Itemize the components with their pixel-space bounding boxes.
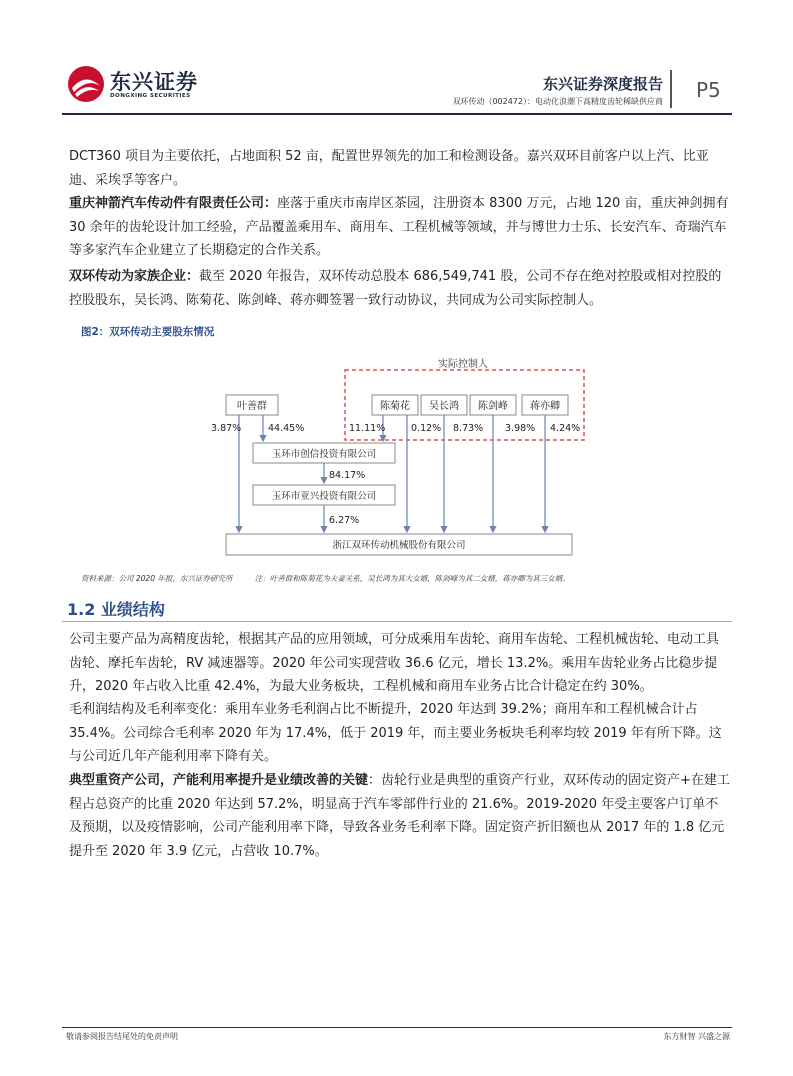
footer-disclaimer: 敬请参阅报告结尾处的免责声明 [66,1032,178,1041]
paragraph-heavy-asset [69,769,731,863]
pct-wu: 0.12% [411,423,442,434]
paragraph-margin: 毛利润结构及毛利率变化：乘用车业务毛利润占比不断提升，2020 年达到 39.2%；商用车和工程机械合计占 35.4%。公司综合毛利率 2020 年为 17.4%，低于 2019 年，而主要业务板块毛利率均较 2019 年有所下降。这与公司近几年产能利用率下降有关。 [69,702,722,764]
paragraph-chongqing [69,192,731,263]
pct-ye-direct: 3.87% [211,423,242,434]
paragraph-jiaxing: DCT360 项目为主要依托，占地面积 52 亩，配置世界领先的加工和检测设备。嘉兴双环目前客户以上汽、比亚迪、采埃孚等客户。 [69,149,709,188]
shareholder-diagram [205,357,605,562]
node-chenjf: 陈剑峰 [478,401,508,412]
paragraph-family-lead: 双环传动为家族企业： [69,269,200,284]
report-type: 东兴证券深度报告 [542,75,663,93]
logo-mark-icon [66,64,106,104]
header-rule [62,113,732,115]
header-divider-vertical [670,70,672,108]
footer-slogan: 东方财智 兴盛之源 [663,1032,730,1041]
paragraph-heavy-asset-lead: 典型重资产公司，产能利用率提升是业绩改善的关键 [69,773,369,788]
logo-name: 东兴证券 [110,70,198,94]
actual-controller-label: 实际控制人 [438,359,488,370]
figure-note: 注：叶善群和陈菊花为夫妻关系，吴长鸿为其大女婿，陈剑峰为其二女婿，蒋亦卿为其三女婿。 [254,574,570,583]
pct-jiang-b: 4.24% [550,423,581,434]
pct-yaxing-company: 6.27% [329,515,360,526]
footer-rule [62,1027,732,1028]
section-rule [62,621,732,622]
logo [66,62,216,110]
node-ye: 叶善群 [237,401,267,412]
paragraph-revenue: 公司主要产品为高精度齿轮，根据其产品的应用领域，可分成乘用车齿轮、商用车齿轮、工程机械齿轮、电动工具齿轮、摩托车齿轮，RV 减速器等。2020 年公司实现营收 36.6 亿元，增长 13.2%。乘用车齿轮业务占比稳步提升，2020 年占收入比重 42.4%，为最大业务板块，工程机械和商用车业务占比合计稳定在约 30%。 [69,632,720,694]
node-wu: 吴长鸿 [429,401,459,412]
paragraph-heavy-asset-body: ：齿轮行业是典型的重资产行业，双环传动的固定资产+在建工程占总资产的比重 2020 年达到 57.2%，明显高于汽车零部件行业的 21.6%。2019-2020 年受主要客户订单不及预期，以及疫情影响，公司产能利用率下降，导致各业务毛利率下降。固定资产折旧额也从 2017 年的 1.8 亿元提升至 2020 年 3.9 亿元，占营收 10.7%。 [69,773,730,859]
paragraph-family-body: 截至 2020 年报告，双环传动总股本 686,549,741 股，公司不存在绝对控股或相对控股的控股股东，吴长鸿、陈菊花、陈剑峰、蒋亦卿签署一致行动协议，共同成为公司实际控制人。 [69,269,722,308]
paragraph-family [69,265,731,312]
page-number: P5 [696,78,721,102]
section-title: 1.2 业绩结构 [67,600,165,619]
node-chenjh: 陈菊花 [380,401,410,412]
figure-title: 图2：双环传动主要股东情况 [81,326,215,338]
figure-source [81,573,570,584]
report-subtitle: 双环传动（002472）：电动化浪潮下高精度齿轮稀缺供应商 [452,97,663,106]
pct-chuangxin-yaxing: 84.17% [329,470,366,481]
node-yaxing: 玉环市亚兴投资有限公司 [271,491,377,502]
node-company: 浙江双环传动机械股份有限公司 [332,540,466,551]
pct-jiang-a: 3.98% [505,423,536,434]
logo-english: DONGXING SECURITIES [110,93,191,99]
node-chuangxin: 玉环市创信投资有限公司 [271,449,377,460]
pct-ye-chuangxin: 44.45% [268,423,305,434]
paragraph-chongqing-body: 座落于重庆市南岸区茶园，注册资本 8300 万元，占地 120 亩，重庆神剑拥有 30 余年的齿轮设计加工经验，产品覆盖乘用车、商用车、工程机械等领域，并与博世力士乐、长安汽车、奇瑞汽车等多家汽车企业建立了长期稳定的合作关系。 [69,196,729,258]
figure-source-text: 资料来源：公司 2020 年报，东兴证券研究所 [81,574,233,583]
pct-chenjf: 8.73% [453,423,484,434]
node-jiang: 蒋亦卿 [530,401,560,412]
paragraph-chongqing-lead: 重庆神箭汽车传动件有限责任公司： [69,196,278,211]
pct-chenjh: 11.11% [349,423,386,434]
